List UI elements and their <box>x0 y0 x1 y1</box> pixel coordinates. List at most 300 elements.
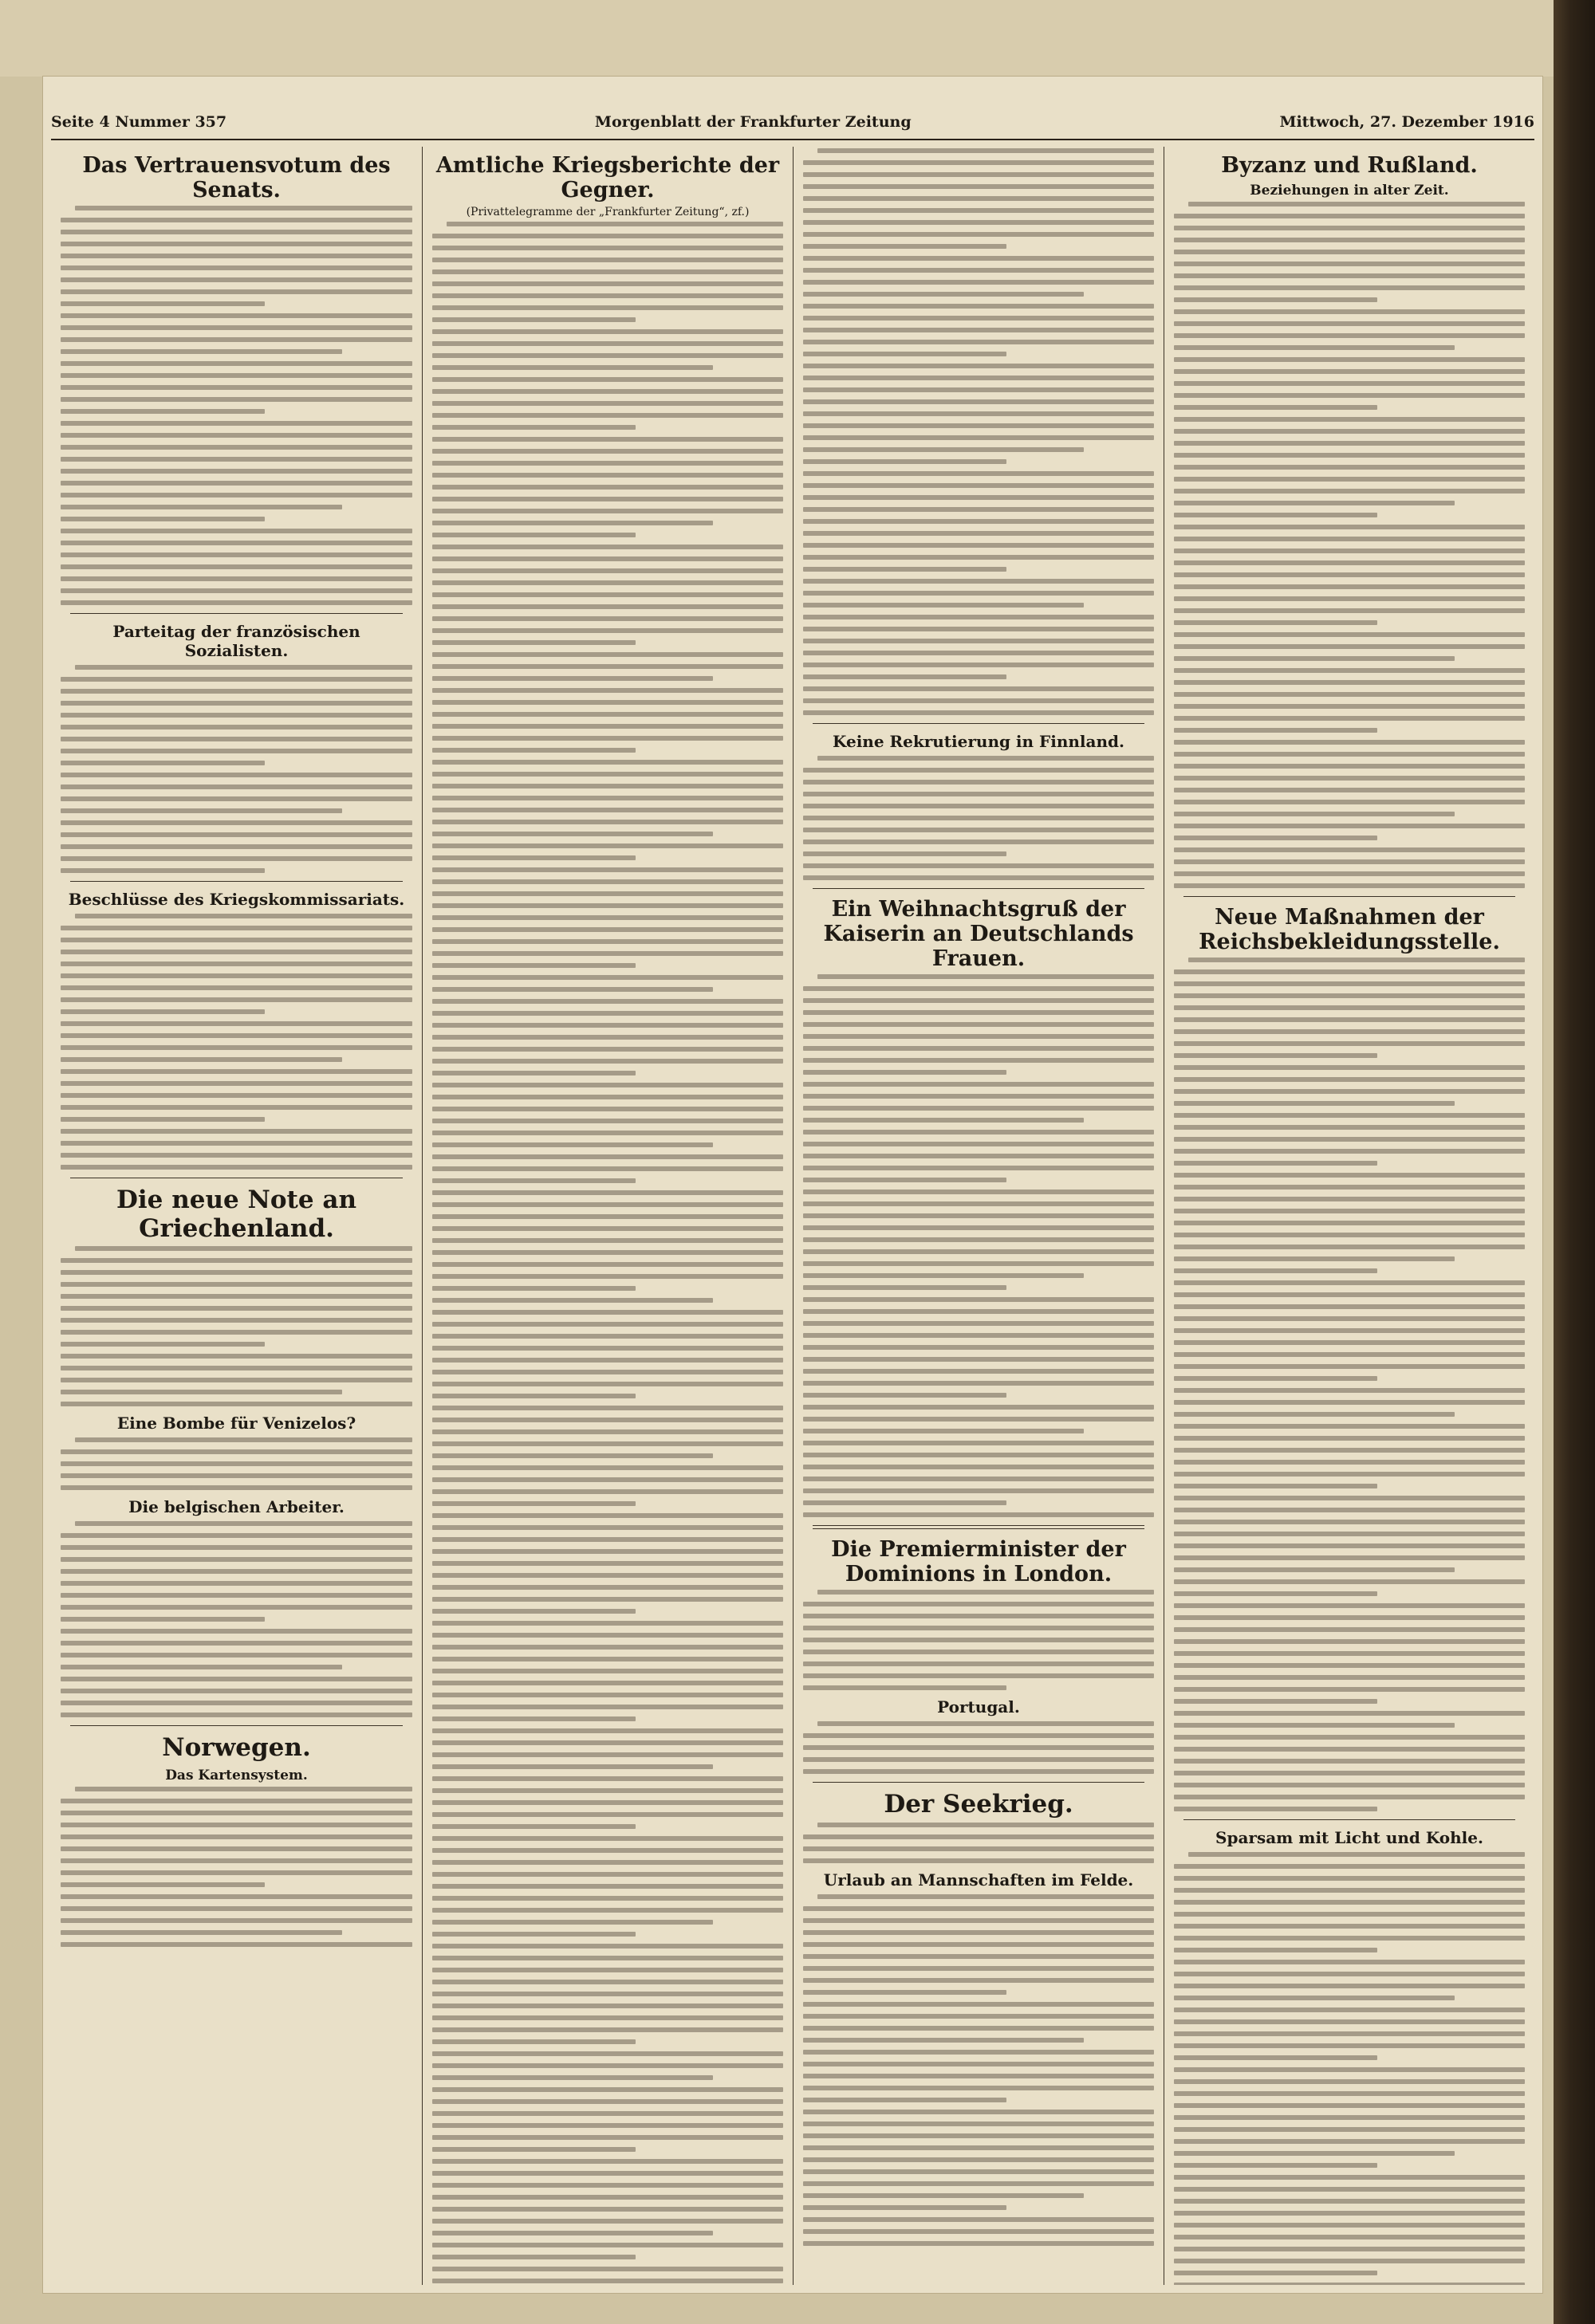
text-line <box>1174 2259 1525 2263</box>
text-line <box>432 580 783 585</box>
text-line <box>432 1681 783 1685</box>
text-line <box>432 1752 783 1757</box>
headline-vertrauensvotum: Das Vertrauensvotum des Senats. <box>82 153 391 203</box>
text-line <box>1174 1436 1525 1441</box>
text-line <box>803 1381 1154 1386</box>
text-line <box>803 2181 1154 2186</box>
text-line <box>1174 1675 1525 1680</box>
text-line <box>432 724 783 729</box>
text-line <box>432 915 783 920</box>
text-line <box>1174 405 1377 410</box>
divider <box>70 613 403 614</box>
article-body <box>61 1246 412 1406</box>
text-line <box>1174 369 1525 374</box>
text-line <box>1174 1376 1377 1381</box>
text-line <box>1174 453 1525 458</box>
text-line <box>1174 1759 1525 1764</box>
text-line <box>432 1250 783 1255</box>
text-line <box>803 1602 1154 1606</box>
text-line <box>61 997 412 1002</box>
text-line <box>1174 680 1525 685</box>
text-line <box>61 1009 265 1014</box>
text-line <box>803 1745 1154 1750</box>
text-line <box>432 317 636 322</box>
text-line <box>803 1978 1154 1983</box>
text-line <box>432 1549 783 1554</box>
text-line <box>803 1333 1154 1338</box>
text-line <box>803 1930 1154 1935</box>
text-line <box>803 1118 1084 1123</box>
text-line <box>1174 1197 1525 1201</box>
headline-sparsam: Sparsam mit Licht und Kohle. <box>1215 1828 1483 1848</box>
text-line <box>432 1860 783 1865</box>
text-line <box>61 349 342 354</box>
column-1 <box>51 147 422 2285</box>
text-line <box>1174 1233 1525 1237</box>
text-line <box>1174 1125 1525 1130</box>
article-body <box>803 1721 1154 1774</box>
text-line <box>1188 1852 1525 1857</box>
page-header <box>51 108 1534 136</box>
text-line <box>1174 1807 1377 1811</box>
text-line <box>61 1918 412 1923</box>
text-line <box>61 1665 342 1669</box>
text-line <box>432 1740 783 1745</box>
text-line <box>61 1545 412 1550</box>
column-4 <box>1164 147 1534 2285</box>
text-line <box>432 1705 783 1709</box>
text-line <box>432 1800 783 1805</box>
text-line <box>432 1992 783 1996</box>
newspaper-page <box>43 77 1542 2293</box>
article-body <box>61 1437 412 1490</box>
text-line <box>61 1378 412 1382</box>
text-line <box>432 784 783 788</box>
text-line <box>1174 1185 1525 1190</box>
text-line <box>432 1884 783 1889</box>
text-line <box>803 2241 1154 2246</box>
text-line <box>1174 1735 1525 1740</box>
text-line <box>803 1858 1154 1863</box>
text-line <box>61 1342 265 1347</box>
text-line <box>1174 1460 1525 1465</box>
text-line <box>432 820 783 824</box>
text-line <box>1174 716 1525 721</box>
text-line <box>432 2195 783 2200</box>
divider <box>70 1725 403 1726</box>
text-line <box>1188 202 1525 206</box>
text-line <box>1174 1555 1525 1560</box>
text-line <box>803 1309 1154 1314</box>
columns <box>51 147 1534 2285</box>
text-line <box>817 1823 1154 1827</box>
text-line <box>432 1465 783 1470</box>
text-line <box>432 1669 783 1673</box>
text-line <box>432 258 783 262</box>
divider <box>813 1782 1144 1783</box>
text-line <box>61 737 412 741</box>
text-line <box>432 413 783 418</box>
article-body <box>803 1590 1154 1690</box>
text-line <box>61 1318 412 1323</box>
text-line <box>432 1023 783 1028</box>
text-line <box>432 1609 636 1614</box>
divider <box>70 881 403 882</box>
headline-bombe: Eine Bombe für Venizelos? <box>116 1414 356 1433</box>
text-line <box>432 556 783 561</box>
text-line <box>1174 1496 1525 1500</box>
text-line <box>803 2193 1084 2198</box>
text-line <box>432 736 783 741</box>
text-line <box>61 373 412 378</box>
text-line <box>803 1345 1154 1350</box>
text-line <box>61 385 412 390</box>
text-line <box>803 280 1154 285</box>
text-line <box>803 2121 1154 2126</box>
text-line <box>803 591 1154 596</box>
text-line <box>1174 1924 1525 1929</box>
text-line <box>432 748 636 753</box>
text-line <box>1174 1948 1377 1952</box>
text-line <box>61 313 412 318</box>
text-line <box>61 1282 412 1287</box>
headline-arbeiter: Die belgischen Arbeiter. <box>128 1497 345 1517</box>
text-line <box>803 423 1154 428</box>
text-line <box>61 761 265 765</box>
text-line <box>432 1693 783 1697</box>
article-body <box>803 1894 1154 2246</box>
text-line <box>432 1071 636 1075</box>
text-line <box>803 674 1006 679</box>
text-line <box>432 1274 783 1279</box>
text-line <box>803 2062 1154 2066</box>
text-line <box>61 1799 412 1803</box>
text-line <box>803 507 1154 512</box>
text-line <box>1174 1448 1525 1453</box>
text-line <box>1174 1699 1377 1704</box>
text-line <box>1174 656 1455 661</box>
text-line <box>61 1366 412 1370</box>
text-line <box>432 1406 783 1410</box>
text-line <box>803 340 1154 344</box>
headline-premierminister: Die Premierminister der Dominions in London. <box>831 1537 1126 1587</box>
text-line <box>432 1728 783 1733</box>
text-line <box>1174 2139 1525 2144</box>
text-line <box>1174 1996 1455 2000</box>
text-line <box>1174 1687 1525 1692</box>
text-line <box>1174 238 1525 242</box>
text-line <box>803 1614 1154 1618</box>
text-line <box>61 1330 412 1335</box>
text-line <box>1174 1639 1525 1644</box>
text-line <box>803 603 1084 608</box>
text-line <box>432 425 636 430</box>
text-line <box>1174 2067 1525 2072</box>
text-line <box>1174 1864 1525 1869</box>
text-line <box>803 804 1154 808</box>
text-line <box>61 985 412 990</box>
text-line <box>432 293 783 298</box>
text-line <box>803 851 1006 856</box>
text-line <box>1174 2199 1525 2204</box>
text-line <box>1174 776 1525 781</box>
text-line <box>803 268 1154 273</box>
text-line <box>1174 537 1525 541</box>
text-line <box>1174 2115 1525 2120</box>
text-line <box>432 545 783 549</box>
article-body <box>61 914 412 1170</box>
text-line <box>432 473 783 478</box>
text-line <box>61 773 412 777</box>
text-line <box>432 1824 636 1829</box>
text-line <box>803 1154 1154 1158</box>
text-line <box>1174 1101 1455 1106</box>
text-line <box>432 401 783 406</box>
text-line <box>803 2205 1006 2210</box>
text-line <box>432 1645 783 1650</box>
text-line <box>1174 1424 1525 1429</box>
text-line <box>432 772 783 777</box>
text-line <box>61 820 412 825</box>
text-line <box>803 686 1154 691</box>
text-line <box>432 1334 783 1339</box>
text-line <box>432 1394 636 1398</box>
text-line <box>432 1501 636 1506</box>
text-line <box>1174 620 1377 625</box>
text-line <box>1174 1280 1525 1285</box>
text-line <box>61 1390 342 1394</box>
text-line <box>432 987 713 992</box>
text-line <box>803 220 1154 225</box>
text-line <box>432 1956 783 1960</box>
text-line <box>432 1298 713 1303</box>
text-line <box>432 341 783 346</box>
headline-reichsbekleidungsstelle: Neue Maßnahmen der Reichsbekleidungsstelle. <box>1199 905 1500 955</box>
text-line <box>803 555 1154 560</box>
text-line <box>1174 2235 1525 2239</box>
text-line <box>61 1117 265 1122</box>
text-line <box>432 1968 783 1972</box>
text-line <box>1174 788 1525 792</box>
text-line <box>1174 261 1525 266</box>
headline-byzanz: Byzanz und Rußland. <box>1221 153 1478 178</box>
text-line <box>1174 859 1525 864</box>
text-line <box>803 1733 1154 1738</box>
text-line <box>1174 1876 1525 1881</box>
text-line <box>1174 1017 1525 1022</box>
text-line <box>1174 2031 1525 2036</box>
text-line <box>803 1500 1006 1505</box>
text-line <box>1174 1783 1525 1787</box>
text-line <box>61 445 412 450</box>
text-line <box>803 2026 1154 2031</box>
text-line <box>1174 1795 1525 1799</box>
text-line <box>803 639 1154 643</box>
text-line <box>432 1226 783 1231</box>
text-line <box>61 856 412 861</box>
text-line <box>1174 1900 1525 1905</box>
text-line <box>61 1930 342 1935</box>
text-line <box>432 808 783 812</box>
text-line <box>432 2243 783 2247</box>
text-line <box>432 521 713 525</box>
text-line <box>1174 836 1377 840</box>
text-line <box>61 868 265 873</box>
text-line <box>803 1757 1154 1762</box>
text-line <box>432 760 783 765</box>
text-line <box>75 206 412 210</box>
article-body <box>803 756 1154 880</box>
text-line <box>803 1942 1154 1947</box>
text-line <box>1174 1113 1525 1118</box>
text-line <box>432 1633 783 1638</box>
text-line <box>1174 333 1525 338</box>
text-line <box>432 855 636 860</box>
text-line <box>61 457 412 462</box>
text-line <box>432 2015 783 2020</box>
text-line <box>803 1405 1154 1410</box>
text-line <box>61 1270 412 1275</box>
text-line <box>803 1954 1154 1959</box>
headline-kriegskommissariat: Beschlüsse des Kriegskommissariats. <box>68 890 405 910</box>
text-line <box>803 2169 1154 2174</box>
text-line <box>61 265 412 270</box>
text-line <box>1174 1268 1377 1273</box>
text-line <box>817 1590 1154 1595</box>
column-2 <box>422 147 793 2285</box>
text-line <box>1174 596 1525 601</box>
text-line <box>1174 1520 1525 1524</box>
text-line <box>75 1521 412 1526</box>
text-line <box>61 600 412 605</box>
text-line <box>75 1437 412 1442</box>
text-line <box>1174 692 1525 697</box>
text-line <box>61 1105 412 1110</box>
text-line <box>803 1201 1154 1206</box>
text-line <box>1174 441 1525 446</box>
text-line <box>803 1273 1084 1278</box>
text-line <box>432 1441 783 1446</box>
text-line <box>803 780 1154 784</box>
text-line <box>61 689 412 694</box>
text-line <box>75 914 412 918</box>
text-line <box>61 564 412 569</box>
text-line <box>1174 1209 1525 1213</box>
text-line <box>817 148 1154 153</box>
text-line <box>1174 1723 1455 1728</box>
text-line <box>803 1685 1006 1690</box>
text-line <box>1174 668 1525 673</box>
text-line <box>432 485 783 490</box>
text-line <box>61 1942 412 1947</box>
text-line <box>803 828 1154 832</box>
text-line <box>1174 1137 1525 1142</box>
text-line <box>61 961 412 966</box>
text-line <box>803 567 1006 572</box>
text-line <box>803 292 1084 297</box>
text-line <box>803 364 1154 368</box>
issue-date: Mittwoch, 27. Dezember 1916 <box>1279 113 1534 131</box>
text-line <box>432 2267 783 2271</box>
text-line <box>803 2110 1154 2114</box>
text-line <box>432 1047 783 1052</box>
text-line <box>803 1213 1154 1218</box>
text-line <box>803 160 1154 165</box>
text-line <box>432 1370 783 1374</box>
text-line <box>1174 981 1525 986</box>
text-line <box>432 927 783 932</box>
text-line <box>432 1477 783 1482</box>
text-line <box>432 1154 783 1159</box>
article-body <box>432 222 783 2285</box>
article-body <box>803 974 1154 1517</box>
text-line <box>1174 1400 1525 1405</box>
text-line <box>1174 465 1525 470</box>
text-line <box>61 1473 412 1478</box>
text-line <box>803 304 1154 309</box>
text-line <box>803 208 1154 213</box>
text-line <box>432 234 783 238</box>
text-line <box>1174 1029 1525 1034</box>
text-line <box>61 493 412 497</box>
text-line <box>1174 2043 1525 2048</box>
text-line <box>1174 2211 1525 2216</box>
text-line <box>1174 321 1525 326</box>
text-line <box>432 1872 783 1877</box>
text-line <box>1174 501 1455 505</box>
text-line <box>432 1095 783 1099</box>
text-line <box>61 1557 412 1562</box>
text-line <box>803 1650 1154 1654</box>
text-line <box>1174 1065 1525 1070</box>
text-line <box>61 1165 412 1170</box>
text-line <box>61 713 412 718</box>
text-line <box>61 1894 412 1899</box>
text-line <box>803 2002 1154 2007</box>
text-line <box>1174 2091 1525 2096</box>
text-line <box>432 1083 783 1087</box>
text-line <box>61 1081 412 1086</box>
text-line <box>1174 2079 1525 2084</box>
text-line <box>1174 969 1525 974</box>
text-line <box>803 483 1154 488</box>
text-line <box>803 328 1154 332</box>
text-line <box>432 1214 783 1219</box>
divider <box>1183 1819 1515 1820</box>
text-line <box>432 2207 783 2212</box>
text-line <box>61 1258 412 1263</box>
text-line <box>432 2039 636 2044</box>
text-line <box>803 627 1154 631</box>
headline-norwegen: Norwegen. <box>162 1733 311 1763</box>
text-line <box>61 1713 412 1717</box>
article-body <box>61 1521 412 1717</box>
text-line <box>803 376 1154 380</box>
text-line <box>1174 1340 1525 1345</box>
text-line <box>61 1153 412 1158</box>
text-line <box>1174 1508 1525 1512</box>
text-line <box>1188 958 1525 962</box>
headline-sozialisten: Parteitag der französischen Sozialisten. <box>112 622 360 661</box>
text-line <box>432 1310 783 1315</box>
text-line <box>1174 2247 1525 2251</box>
text-line <box>1174 752 1525 757</box>
text-line <box>803 768 1154 773</box>
text-line <box>61 361 412 366</box>
text-line <box>1174 477 1525 482</box>
text-line <box>61 1689 412 1693</box>
text-line <box>432 2255 636 2259</box>
